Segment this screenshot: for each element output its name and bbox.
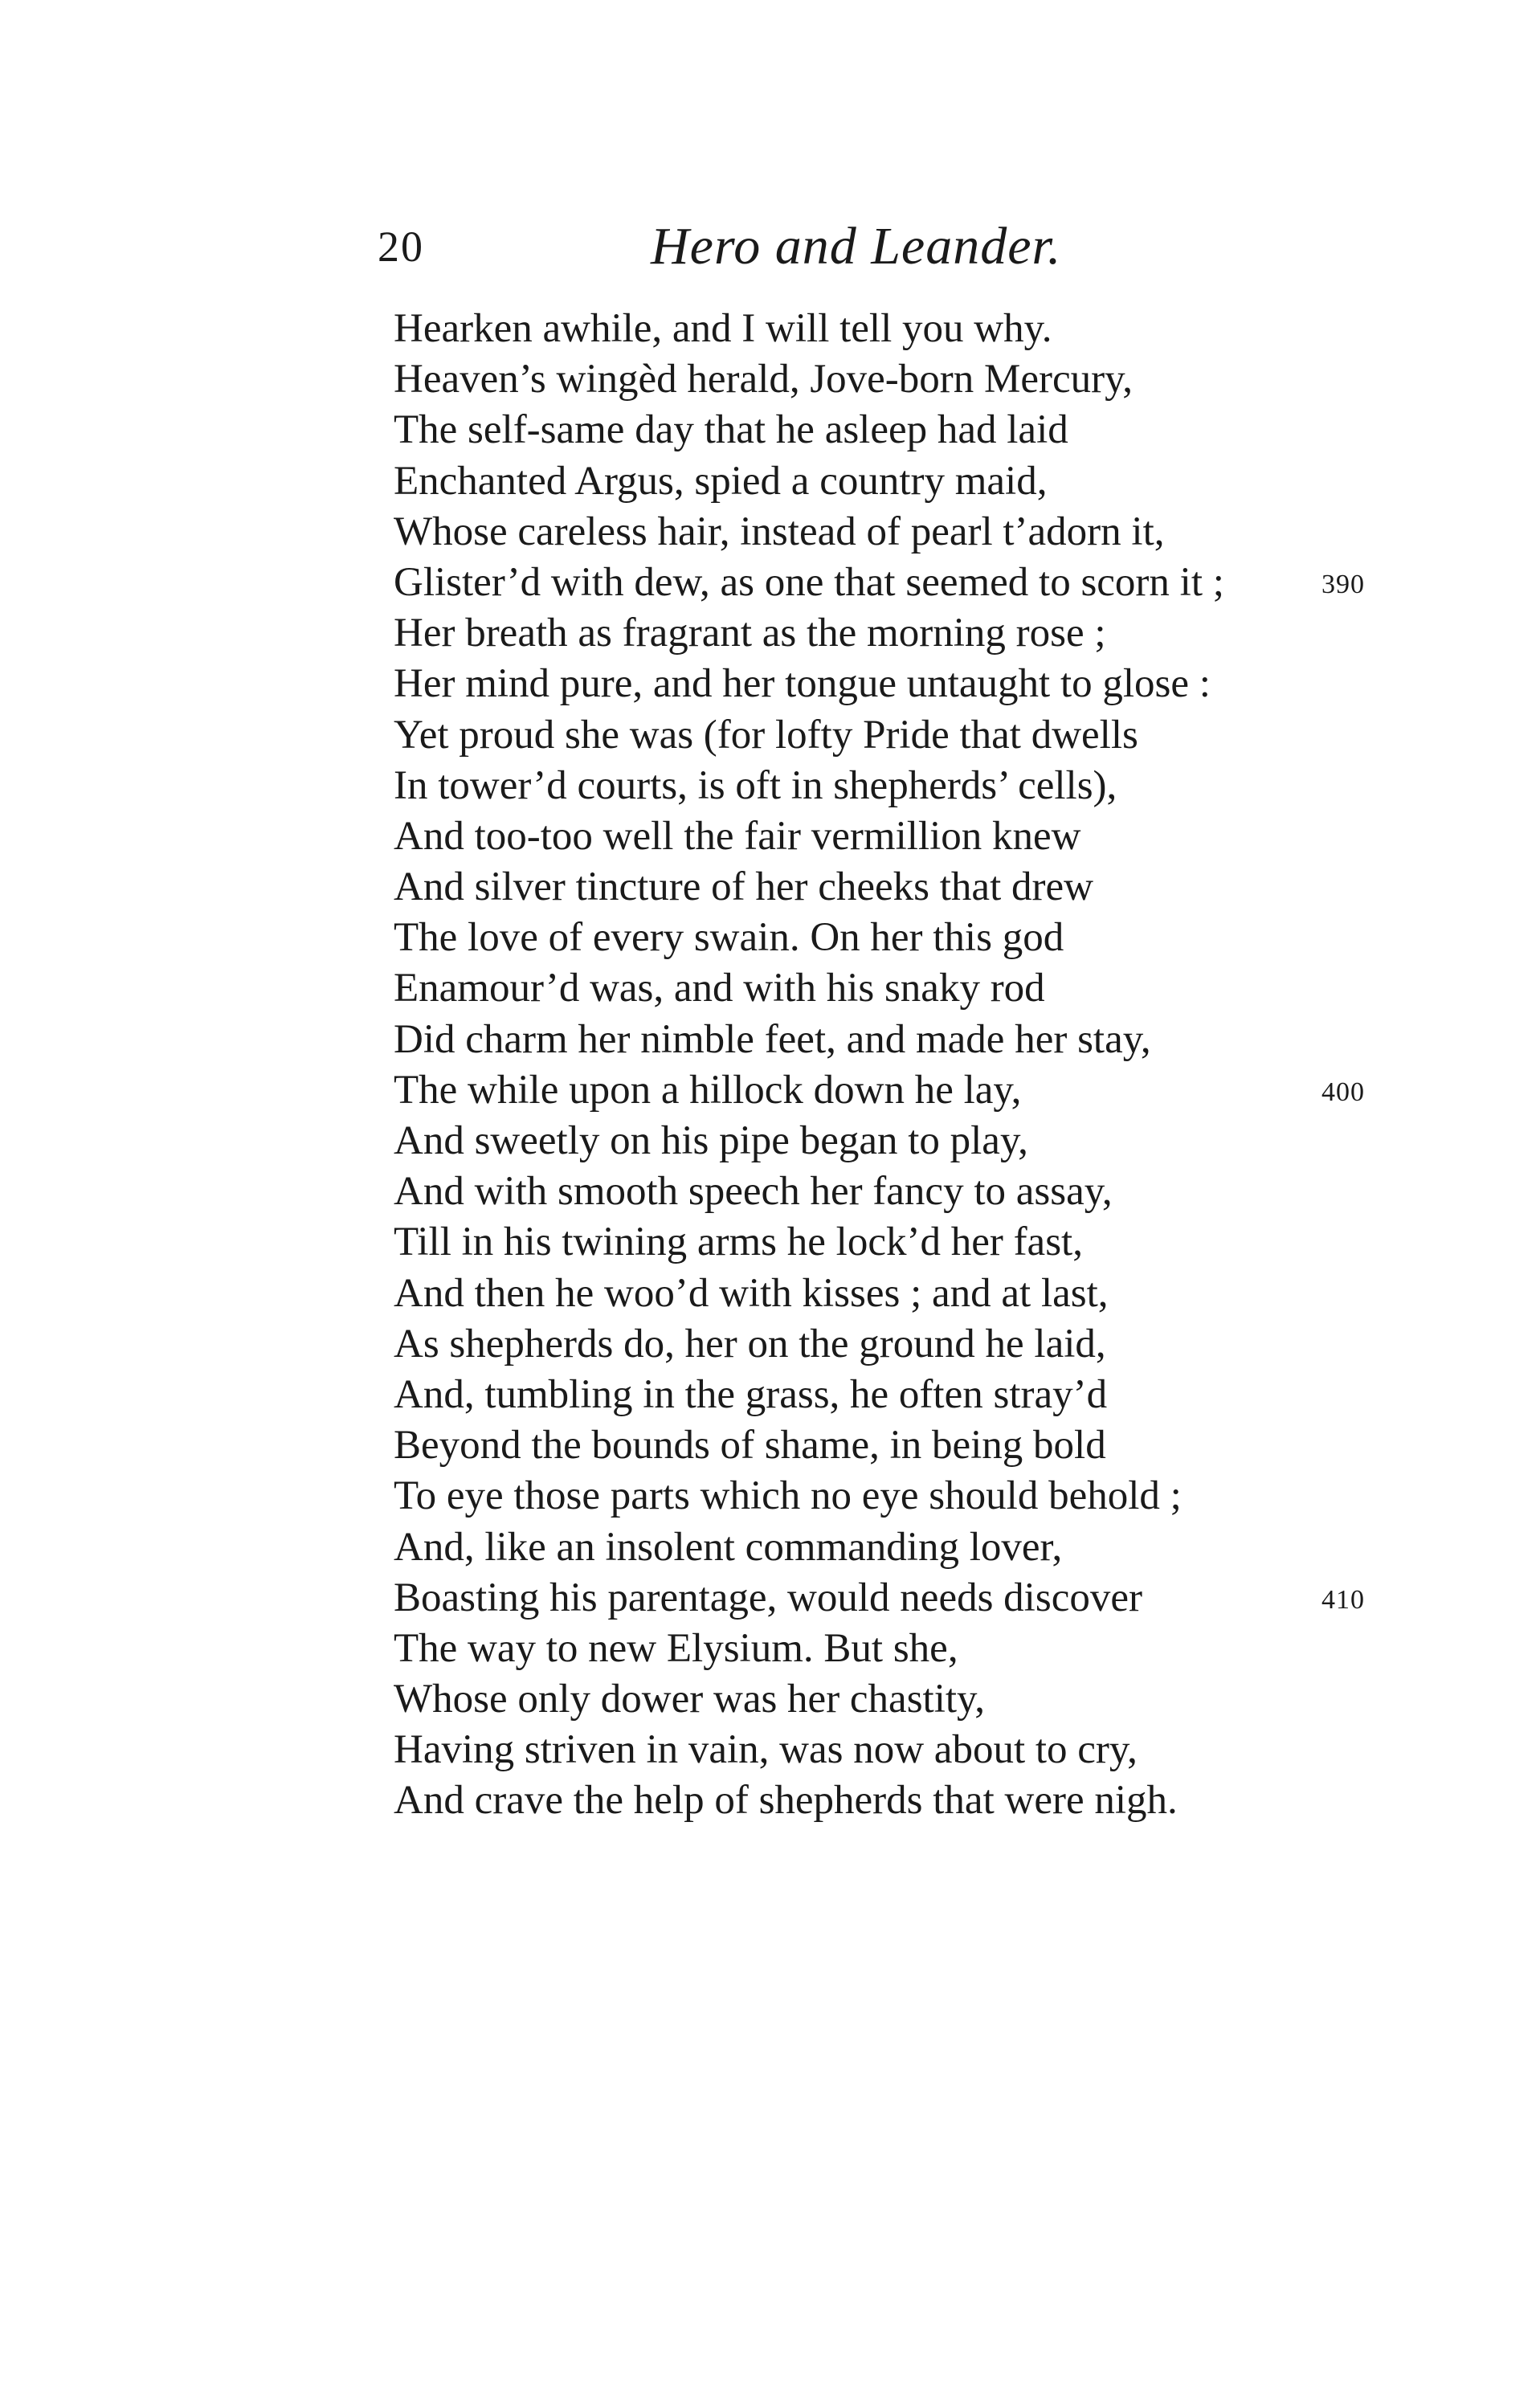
- poem-line: [394, 456, 1438, 507]
- poem-line: [394, 1725, 1438, 1775]
- running-title: Hero and Leander.: [651, 217, 1062, 276]
- poem-line: [394, 761, 1438, 811]
- line-text: In tower’d courts, is oft in shepherds’ cells),: [394, 762, 1117, 808]
- line-text: And silver tincture of her cheeks that drew: [394, 864, 1093, 910]
- line-text: And too-too well the fair vermillion knew: [394, 813, 1081, 859]
- poem-body: [394, 304, 1438, 1827]
- poem-line: [394, 304, 1438, 354]
- line-text: Enchanted Argus, spied a country maid,: [394, 458, 1048, 504]
- poem-line: [394, 1065, 1438, 1116]
- line-text: And then he woo’d with kisses ; and at last,: [394, 1270, 1109, 1316]
- line-text: Whose careless hair, instead of pearl t’adorn it,: [394, 509, 1165, 554]
- page-number: 20: [378, 223, 424, 271]
- line-text: Till in his twining arms he lock’d her fast,: [394, 1219, 1083, 1265]
- poem-line: [394, 963, 1438, 1014]
- line-text: Did charm her nimble feet, and made her stay,: [394, 1016, 1151, 1062]
- line-text: Whose only dower was her chastity,: [394, 1677, 985, 1722]
- line-text: The way to new Elysium. But she,: [394, 1625, 958, 1671]
- line-text: Yet proud she was (for lofty Pride that dwells: [394, 712, 1138, 758]
- line-text: And crave the help of shepherds that were nigh.: [394, 1778, 1178, 1824]
- poem-line: [394, 1166, 1438, 1217]
- poem-line: [394, 354, 1438, 405]
- poem-line: [394, 1471, 1438, 1522]
- line-number: 390: [1321, 569, 1365, 599]
- line-text: The while upon a hillock down he lay,: [394, 1067, 1022, 1113]
- poem-line: [394, 913, 1438, 963]
- poem-line: [394, 811, 1438, 862]
- line-text: Her mind pure, and her tongue untaught to glose :: [394, 661, 1211, 707]
- poem-line: [394, 507, 1438, 558]
- poem-line: [394, 1116, 1438, 1166]
- poem-line: [394, 862, 1438, 913]
- line-text: Hearken awhile, and I will tell you why.: [394, 306, 1052, 351]
- poem-line: [394, 1420, 1438, 1471]
- line-text: To eye those parts which no eye should behold ;: [394, 1473, 1182, 1519]
- line-text: The love of every swain. On her this god: [394, 915, 1064, 961]
- line-text: And sweetly on his pipe began to play,: [394, 1118, 1028, 1163]
- poem-line: [394, 1217, 1438, 1268]
- line-text: Glister’d with dew, as one that seemed to scorn it ;: [394, 559, 1224, 605]
- line-text: And, tumbling in the grass, he often stray’d: [394, 1371, 1108, 1417]
- poem-line: [394, 710, 1438, 761]
- line-text: The self-same day that he asleep had laid: [394, 407, 1068, 453]
- poem-line: [394, 1624, 1438, 1674]
- line-text: Beyond the bounds of shame, in being bold: [394, 1423, 1106, 1469]
- poem-line: [394, 405, 1438, 455]
- poem-line: [394, 1319, 1438, 1370]
- poem-line: [394, 1775, 1438, 1826]
- line-text: Enamour’d was, and with his snaky rod: [394, 966, 1045, 1011]
- line-number: 400: [1321, 1076, 1365, 1107]
- poem-line: [394, 1522, 1438, 1573]
- poem-line: [394, 1674, 1438, 1725]
- line-text: Heaven’s wingèd herald, Jove-born Mercury,: [394, 357, 1134, 402]
- poem-line: [394, 608, 1438, 659]
- line-text: Having striven in vain, was now about to cry,: [394, 1727, 1138, 1773]
- line-text: Boasting his parentage, would needs discover: [394, 1575, 1142, 1620]
- poem-line: [394, 659, 1438, 709]
- poem-line: [394, 1370, 1438, 1420]
- poem-line: [394, 1573, 1438, 1624]
- poem-line: [394, 1268, 1438, 1319]
- poem-line: [394, 1015, 1438, 1065]
- page-header: [378, 210, 1422, 283]
- line-text: As shepherds do, her on the ground he laid,: [394, 1321, 1106, 1366]
- line-text: And with smooth speech her fancy to assay,: [394, 1169, 1113, 1215]
- line-number: 410: [1321, 1584, 1365, 1615]
- poem-line: [394, 558, 1438, 608]
- line-text: Her breath as fragrant as the morning rose ;: [394, 611, 1106, 656]
- line-text: And, like an insolent commanding lover,: [394, 1524, 1063, 1570]
